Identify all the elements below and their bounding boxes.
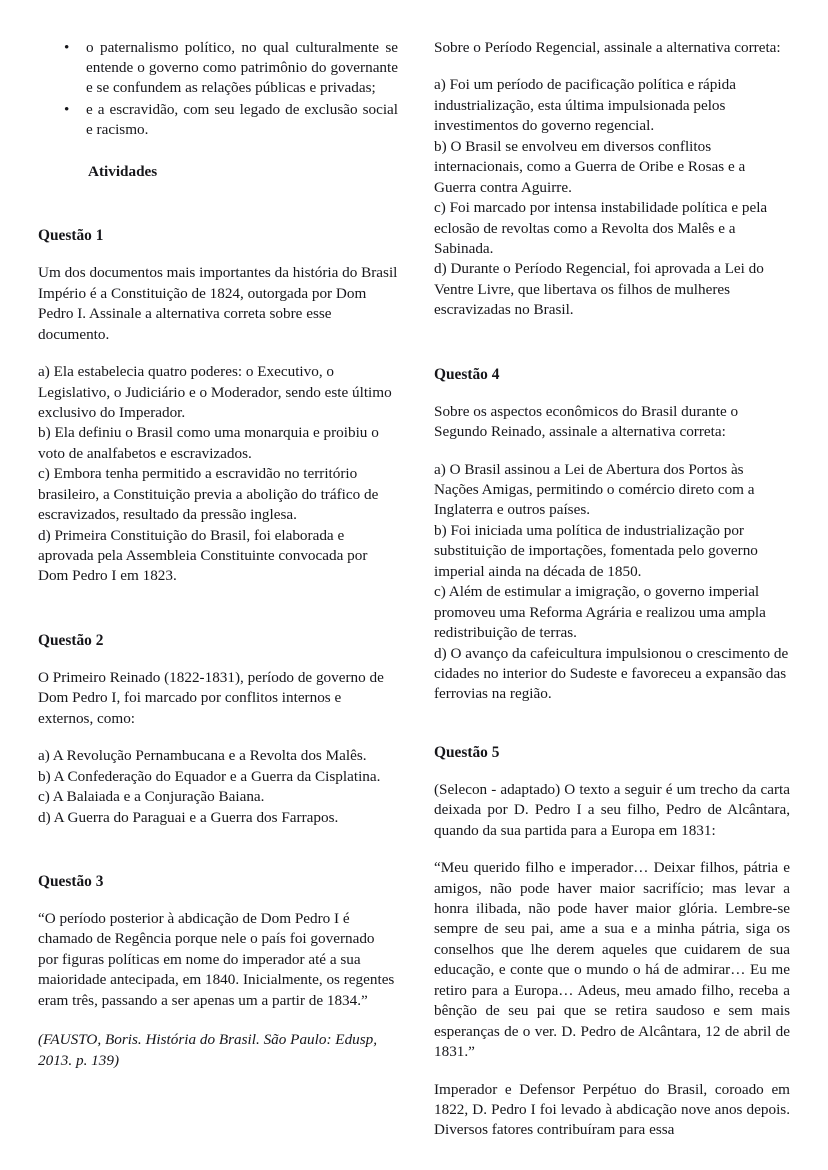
right-column	[404, 38, 828, 1141]
questao-3-alternative-c: c) Foi marcado por intensa instabilidade política e pela eclosão de revoltas como a Revolta dos Malês e a Sabinada.	[434, 199, 768, 257]
questao-4-statement: Sobre os aspectos econômicos do Brasil durante o Segundo Reinado, assinale a alternativa correta:	[434, 402, 739, 441]
questao-3-heading: Questão 3	[38, 872, 104, 890]
questao-2-alternative-c: c) A Balaiada e a Conjuração Baiana.	[38, 788, 265, 806]
questao-5-statement: (Selecon - adaptado) O texto a seguir é um trecho da carta deixada por D. Pedro I a seu filho, Pedro de Alcântara, quando da sua partida para a Europa em 1831:	[434, 780, 790, 839]
spacer	[38, 182, 398, 226]
spacer	[434, 763, 790, 780]
left-column	[0, 38, 404, 1071]
questao-5-quote: “Meu querido filho e imperador… Deixar filhos, pátria e amigos, não pode haver maior sacrifício; mas levar a honra ilibada, não pode haver maior glória. Lembre-se sempre de seu pai, ame a sua e a minha pátria, siga os conselhos que lhe derem aqueles que cuidarem de sua educação, e conte que o mundo o há de admirar… Eu me retiro para a Europa… Adeus, meu amado filho, receba a bênção de seu pai que se retira saudoso e sem mais esperanças de o ver. D. Pedro de Alcântara, 12 de abril de 1831.”	[434, 859, 790, 1061]
spacer	[38, 587, 398, 631]
list-item	[38, 38, 398, 99]
questao-5-closing-paragraph: Imperador e Defensor Perpétuo do Brasil, coroado em 1822, D. Pedro I foi levado à abdicação nove anos depois. Diversos fatores contribuíram para essa	[434, 1080, 790, 1139]
bullet-icon: •	[64, 100, 70, 118]
questao-4-alternative-b: b) Foi iniciada uma política de industrialização por substituição de importações, fomentada pelo governo imperial ainda na década de 1850.	[434, 521, 758, 580]
spacer	[434, 385, 790, 402]
questao-2-statement: O Primeiro Reinado (1822-1831), período de governo de Dom Pedro I, foi marcado por conflitos internos e externos, como:	[38, 668, 384, 727]
two-column-layout	[0, 38, 828, 1170]
spacer	[434, 443, 790, 460]
spacer	[38, 345, 398, 362]
questao-4-heading: Questão 4	[434, 365, 500, 383]
spacer	[38, 1011, 398, 1030]
spacer	[38, 651, 398, 668]
questao-4-alternative-d: d) O avanço da cafeicultura impulsionou o crescimento de cidades no interior do Sudeste e favoreceu a expansão das ferrovias na região.	[434, 644, 789, 703]
spacer	[434, 58, 790, 75]
list-item-text: o paternalismo político, no qual culturalmente se entende o governo como patrimônio do governante e se confundem as relações públicas e privadas;	[86, 39, 398, 97]
questao-1-alternative-a: a) Ela estabelecia quatro poderes: o Executivo, o Legislativo, o Judiciário e o Moderador, sendo este último exclusivo do Imperador.	[38, 363, 392, 421]
questao-3-quote: “O período posterior à abdicação de Dom Pedro I é chamado de Regência porque nele o país foi governado por figuras políticas em nome do imperador até a sua maioridade antecipada, em 1840. Inicialmente, os regentes eram três, passando a ser apenas um a partir de 1834.”	[38, 909, 395, 1009]
list-item	[38, 100, 398, 140]
questao-1-alternative-d: d) Primeira Constituição do Brasil, foi elaborada e aprovada pela Assembleia Constituinte convocada por Dom Pedro I em 1823.	[38, 526, 368, 585]
spacer	[38, 828, 398, 872]
spacer	[434, 705, 790, 743]
spacer	[38, 729, 398, 746]
questao-5-heading: Questão 5	[434, 743, 500, 761]
questao-4-alternative-c: c) Além de estimular a imigração, o governo imperial promoveu uma Reforma Agrária e realizou uma ampla redistribuição de terras.	[434, 583, 766, 642]
spacer	[434, 321, 790, 365]
spacer	[38, 246, 398, 263]
questao-3-alternative-d: d) Durante o Período Regencial, foi aprovada a Lei do Ventre Livre, que libertava os filhos de mulheres escravizadas no Brasil.	[434, 260, 764, 319]
questao-1-heading: Questão 1	[38, 227, 104, 245]
questao-1-alternative-c: c) Embora tenha permitido a escravidão no território brasileiro, a Constituição previa a abolição do tráfico de escravizados, resultado da pressão inglesa.	[38, 465, 379, 524]
list-item-text: e a escravidão, com seu legado de exclusão social e racismo.	[86, 100, 398, 138]
questao-2-alternative-b: b) A Confederação do Equador e a Guerra da Cisplatina.	[38, 767, 381, 785]
spacer	[434, 1063, 790, 1080]
questao-2-alternative-a: a) A Revolução Pernambucana e a Revolta dos Malês.	[38, 747, 367, 765]
spacer	[434, 841, 790, 858]
questao-1-alternative-b: b) Ela definiu o Brasil como uma monarquia e proibiu o voto de analfabetos e escravizados.	[38, 424, 379, 462]
questao-1-statement: Um dos documentos mais importantes da história do Brasil Império é a Constituição de 1824, outorgada por Dom Pedro I. Assinale a alternativa correta sobre esse documento.	[38, 264, 398, 343]
questao-4-alternative-a: a) O Brasil assinou a Lei de Abertura dos Portos às Nações Amigas, permitindo o comércio direto com a Inglaterra e outros países.	[434, 460, 755, 519]
questao-3-continuation-statement: Sobre o Período Regencial, assinale a alternativa correta:	[434, 39, 781, 56]
questao-3-alternative-a: a) Foi um período de pacificação política e rápida industrialização, esta última impulsionada pelos investimentos do governo regencial.	[434, 76, 736, 135]
activities-heading: Atividades	[88, 163, 158, 181]
questao-3-citation: (FAUSTO, Boris. História do Brasil. São Paulo: Edusp, 2013. p. 139)	[38, 1031, 378, 1069]
questao-3-alternative-b: b) O Brasil se envolveu em diversos conflitos internacionais, como a Guerra de Oribe e Rosas e a Guerra contra Aguirre.	[434, 137, 746, 196]
questao-2-alternative-d: d) A Guerra do Paraguai e a Guerra dos Farrapos.	[38, 808, 339, 826]
questao-2-heading: Questão 2	[38, 631, 104, 649]
bullet-icon: •	[64, 39, 70, 56]
spacer	[38, 892, 398, 909]
intro-bullet-list	[38, 38, 398, 140]
